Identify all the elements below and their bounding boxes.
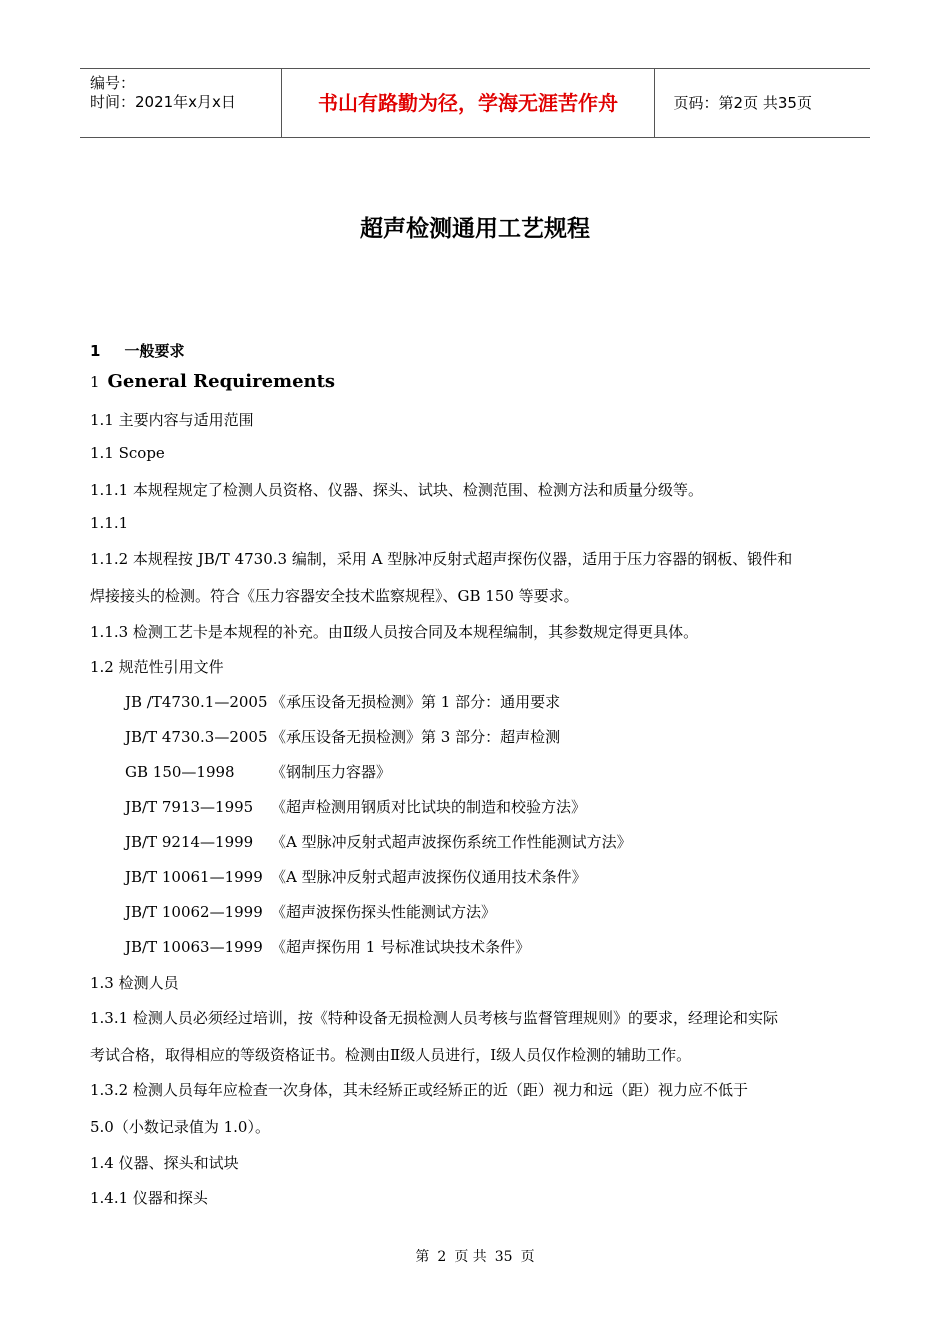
reference-code: JB/T 4730.3—2005	[125, 728, 268, 746]
reference-code: GB 150—1998	[125, 763, 235, 781]
section-1-3-2-line1: 1.3.2 检测人员每年应检查一次身体，其未经矫正或经矫正的近（距）视力和远（距）视力应不低于	[90, 1081, 748, 1099]
reference-code: JB/T 10063—1999	[125, 938, 263, 956]
section-1-1-2-line1: 1.1.2 本规程按 JB/T 4730.3 编制，采用 A 型脉冲反射式超声探伤仪器，适用于压力容器的钢板、锻件和	[90, 550, 793, 568]
section-1-4: 1.4 仪器、探头和试块	[90, 1154, 239, 1172]
reference-code: JB /T4730.1—2005	[125, 693, 268, 711]
section-1-3-1-line1: 1.3.1 检测人员必须经过培训，按《特种设备无损检测人员考核与监督管理规则》的要求，经理论和实际	[90, 1009, 778, 1027]
time-label: 时间：2021年x月x日	[90, 93, 236, 111]
reference-item	[125, 831, 632, 852]
heading-1-en	[90, 371, 335, 392]
reference-item	[125, 796, 586, 817]
section-1-1-en: 1.1 Scope	[90, 444, 165, 462]
heading-text: 一般要求	[124, 342, 185, 360]
section-1-1-1-en: 1.1.1	[90, 514, 129, 532]
footer-prefix: 第	[415, 1249, 430, 1265]
reference-title: 《超声波探伤探头性能测试方法》	[271, 903, 497, 921]
reference-title: 《A 型脉冲反射式超声波探伤系统工作性能测试方法》	[271, 833, 632, 851]
code-label: 编号：	[90, 74, 136, 92]
reference-title: 《钢制压力容器》	[271, 763, 392, 781]
reference-title: 《超声探伤用 1 号标准试块技术条件》	[271, 938, 531, 956]
section-1-1-3: 1.1.3 检测工艺卡是本规程的补充。由Ⅱ级人员按合同及本规程编制，其参数规定得更具体。	[90, 623, 699, 641]
footer-page-number: 2	[437, 1249, 447, 1265]
heading-number: 1	[90, 373, 100, 391]
reference-code: JB/T 9214—1999	[125, 833, 254, 851]
section-1-1-1: 1.1.1 本规程规定了检测人员资格、仪器、探头、试块、检测范围、检测方法和质量分级等。	[90, 481, 703, 499]
document-title: 超声检测通用工艺规程	[360, 216, 590, 242]
section-1-1: 1.1 主要内容与适用范围	[90, 411, 254, 429]
section-1-3: 1.3 检测人员	[90, 974, 179, 992]
reference-item	[125, 901, 496, 922]
page-footer	[0, 1246, 950, 1266]
header-meta-cell	[80, 69, 280, 137]
header-table	[80, 68, 870, 138]
footer-mid: 页 共	[454, 1249, 487, 1265]
section-1-3-1-line2: 考试合格，取得相应的等级资格证书。检测由Ⅱ级人员进行，Ⅰ级人员仅作检测的辅助工作。	[90, 1046, 692, 1064]
section-1-3-2-line2: 5.0（小数记录值为 1.0）。	[90, 1118, 270, 1136]
heading-1-zh	[90, 340, 184, 361]
reference-code: JB/T 10062—1999	[125, 903, 263, 921]
reference-item	[125, 726, 560, 747]
reference-item	[125, 691, 560, 712]
page-info-text: 页码：第2页 共35页	[673, 94, 812, 112]
reference-title: 《承压设备无损检测》第 1 部分：通用要求	[271, 693, 561, 711]
reference-title: 《超声检测用钢质对比试块的制造和校验方法》	[271, 798, 587, 816]
section-1-1-2-line2: 焊接接头的检测。符合《压力容器安全技术监察规程》、GB 150 等要求。	[90, 587, 579, 605]
reference-title: 《A 型脉冲反射式超声波探伤仪通用技术条件》	[271, 868, 587, 886]
header-motto: 书山有路勤为径，学海无涯苦作舟	[281, 69, 655, 137]
footer-total-pages: 35	[494, 1249, 513, 1265]
reference-item	[125, 866, 587, 887]
heading-text: General Requirements	[107, 371, 336, 392]
heading-number: 1	[90, 342, 101, 360]
reference-code: JB/T 10061—1999	[125, 868, 263, 886]
reference-item	[125, 936, 530, 957]
reference-item	[125, 761, 391, 782]
reference-code: JB/T 7913—1995	[125, 798, 254, 816]
section-1-2: 1.2 规范性引用文件	[90, 658, 224, 676]
footer-suffix: 页	[520, 1249, 535, 1265]
reference-title: 《承压设备无损检测》第 3 部分：超声检测	[271, 728, 561, 746]
header-page-info	[664, 69, 870, 137]
section-1-4-1: 1.4.1 仪器和探头	[90, 1189, 208, 1207]
